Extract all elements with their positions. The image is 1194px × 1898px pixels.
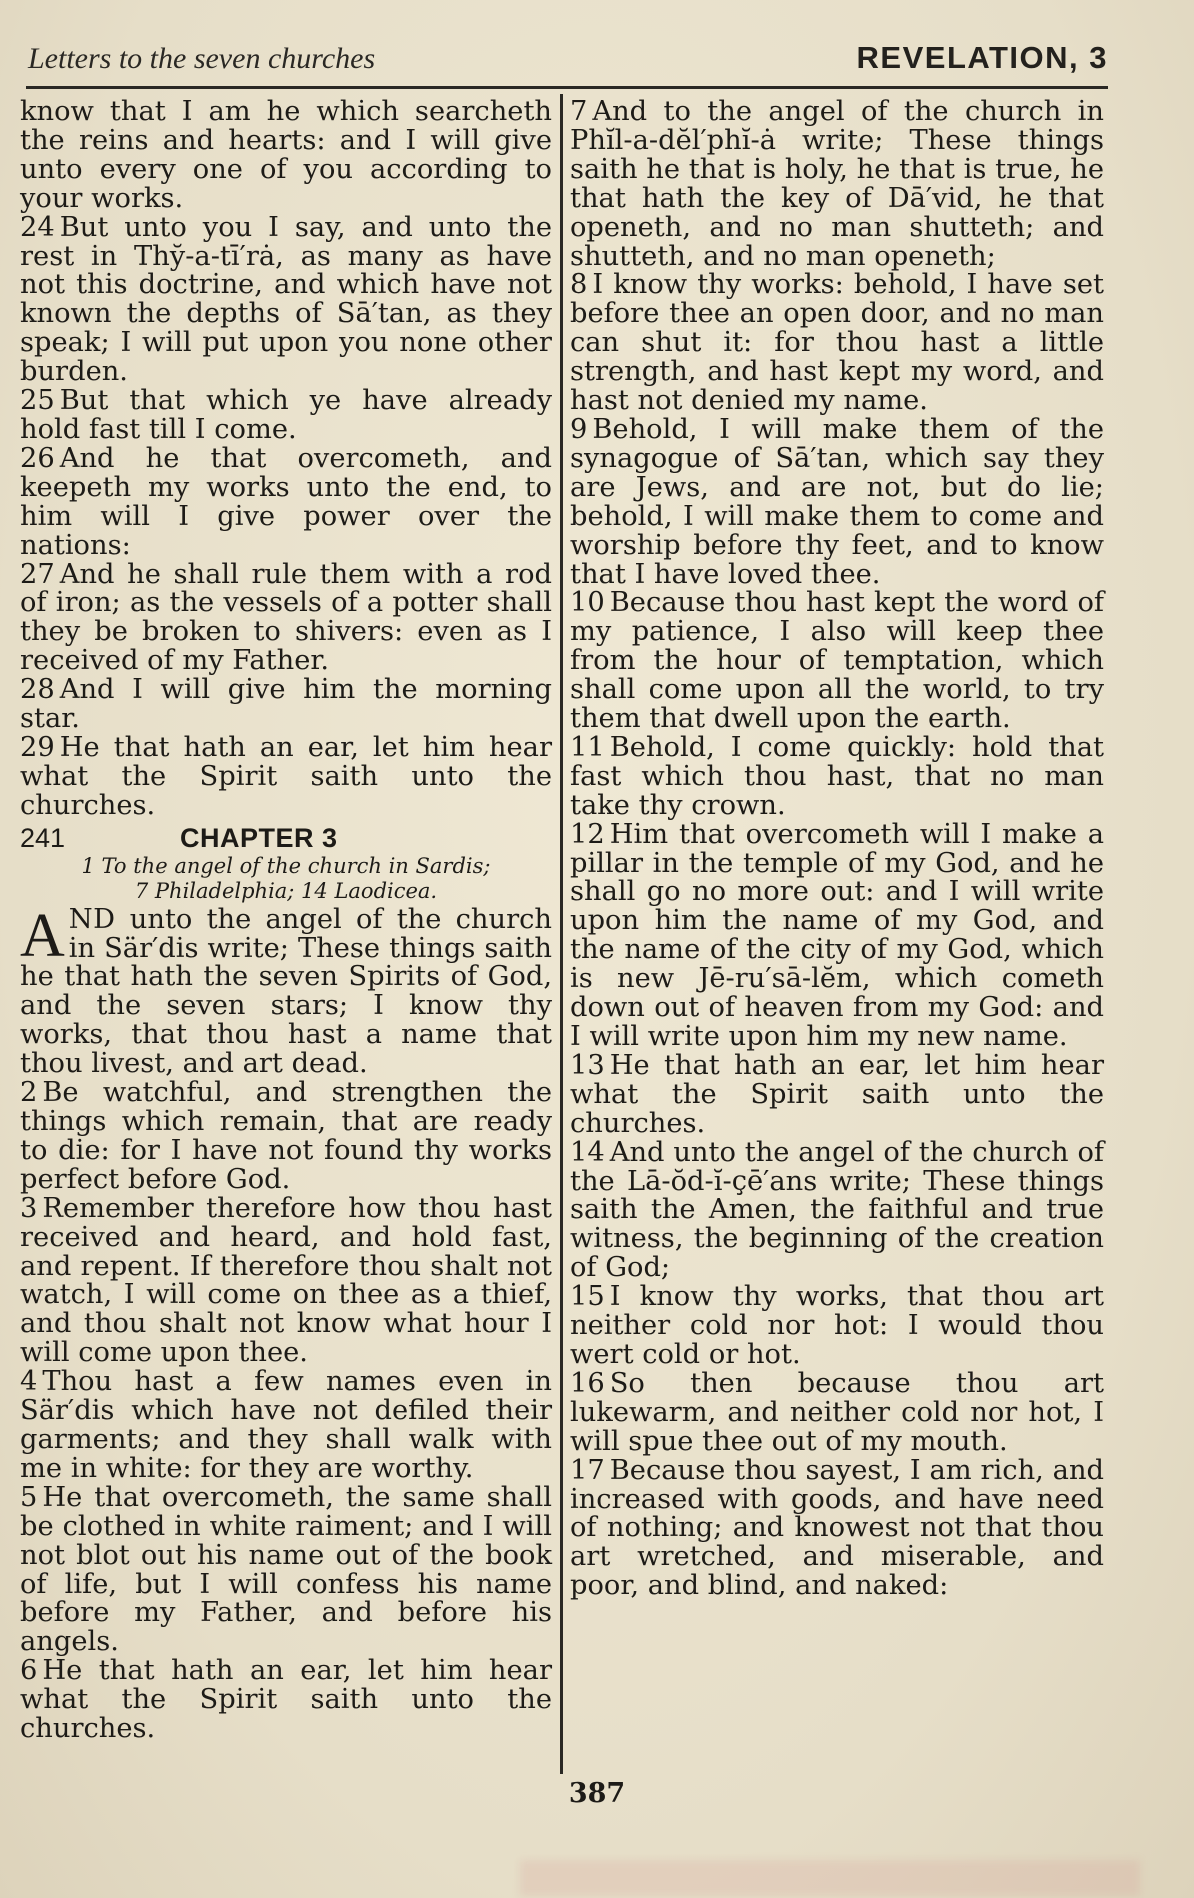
verse-number: 11	[570, 731, 605, 763]
chapter-summary	[20, 854, 552, 904]
chapter-reference-number: 241	[20, 822, 66, 853]
verse-10: 10 Because thou hast kept the word of my patience, I also will keep thee from the hour of temptation, which shall come upon all the world, to try them that dwell upon the earth.	[570, 587, 1104, 735]
verse-14: 14 And unto the angel of the church of the Lā-ŏd-ĭ-çē′ans write; These things saith the Amen, the faithful and true witness, the beginning of the creation of God;	[570, 1136, 1104, 1284]
verse-3: 3 Remember therefore how thou hast received and heard, and hold fast, and repent. If therefore thou shalt not watch, I will come on thee as a thief, and thou shalt not know what hour I will come upon thee.	[20, 1192, 552, 1369]
page-number: 387	[568, 1778, 626, 1809]
verse-number: 10	[570, 587, 605, 619]
column-divider	[560, 94, 563, 1774]
chapter-summary-line: 1 To the angel of the church in Sardis;	[81, 853, 491, 878]
verse-1: AND unto the angel of the church in Sär′dis write; These things saith he that hath the seven Spirits of God, and the seven stars; I know thy works, that thou hast a name that thou livest, and art dead.	[20, 901, 552, 1080]
verse-number: 15	[570, 1281, 605, 1313]
chapter-heading	[20, 822, 552, 854]
page-edge-tint	[520, 1860, 1140, 1896]
verse-number: 3	[20, 1192, 38, 1224]
verse-11: 11 Behold, I come quickly: hold that fast which thou hast, that no man take thy crown.	[570, 731, 1104, 821]
verse-number: 5	[20, 1481, 38, 1513]
verse-17: 17 Because thou sayest, I am rich, and increased with goods, and have need of nothing; and knowest not that thou art wretched, and miserable, and poor, and blind, and naked:	[570, 1454, 1104, 1602]
verse-26: 26 And he that overcometh, and keepeth my works unto the end, to him will I give power over the nations:	[20, 442, 552, 561]
verse-number: 29	[20, 731, 55, 763]
verse-number: 9	[570, 413, 588, 445]
verse-23-continued: know that I am he which searcheth the reins and hearts: and I will give unto every one of you according to your works.	[20, 96, 552, 214]
running-head-left: Letters to the seven churches	[28, 42, 376, 75]
verse-number: 14	[570, 1136, 605, 1168]
chapter-title: CHAPTER 3	[180, 822, 338, 853]
right-column	[570, 98, 1104, 1601]
verse-number: 13	[570, 1049, 605, 1081]
opening-small-caps: ND	[68, 903, 116, 935]
verse-number: 12	[570, 818, 605, 850]
verse-8: 8 I know thy works: behold, I have set before thee an open door, and no man can shut it: for thou hast a little strength, and hast kept my word, and hast not denied my name.	[570, 269, 1104, 417]
verse-number: 28	[20, 674, 55, 706]
verse-number: 26	[20, 442, 55, 474]
verse-number: 8	[570, 269, 588, 301]
verse-27: 27 And he shall rule them with a rod of iron; as the vessels of a potter shall they be broken to shivers: even as I received of my Father.	[20, 558, 552, 677]
verse-5: 5 He that overcometh, the same shall be clothed in white raiment; and I will not blot out his name out of the book of life, but I will confess his name before my Father, and before his angels.	[20, 1481, 552, 1658]
drop-cap: A	[20, 901, 65, 970]
verse-25: 25 But that which ye have already hold fast till I come.	[20, 385, 552, 445]
running-head-right: REVELATION, 3	[856, 40, 1108, 75]
verse-number: 6	[20, 1655, 38, 1687]
verse-number: 25	[20, 385, 55, 417]
verse-number: 24	[20, 211, 55, 243]
verse-4: 4 Thou hast a few names even in Sär′dis which have not defiled their garments; and they shall walk with me in white: for they are worthy.	[20, 1366, 552, 1484]
verse-number: 27	[20, 558, 55, 590]
chapter-summary-line: 7 Philadelphia; 14 Laodicea.	[134, 878, 438, 903]
verse-2: 2 Be watchful, and strengthen the things which remain, that are ready to die: for I have not found thy works perfect before God.	[20, 1077, 552, 1195]
verse-12: 12 Him that overcometh will I make a pillar in the temple of my God, and he shall go no more out: and I will write upon him the name of my God, and the name of the city of my God, which is new Jē-ru′sā-lĕm, which cometh down out of heaven from my God: and I will write upon him my new name.	[570, 818, 1104, 1052]
verse-number: 4	[20, 1366, 38, 1398]
verse-28: 28 And I will give him the morning star.	[20, 674, 552, 735]
verse-7: 7 And to the angel of the church in Phĭl-a-dĕl′phĭ-ȧ write; These things saith he that is holy, he that is true, he that hath the key of Dā′vid, he that openeth, and no man shutteth; and shutteth, and no man openeth;	[570, 96, 1104, 272]
verse-6: 6 He that hath an ear, let him hear what the Spirit saith unto the churches.	[20, 1655, 552, 1745]
verse-13: 13 He that hath an ear, let him hear what the Spirit saith unto the churches.	[570, 1049, 1104, 1139]
verse-16: 16 So then because thou art lukewarm, and neither cold nor hot, I will spue thee out of my mouth.	[570, 1367, 1104, 1457]
verse-number: 17	[570, 1454, 605, 1486]
left-column	[20, 98, 552, 1744]
verse-15: 15 I know thy works, that thou art neither cold nor hot: I would thou wert cold or hot.	[570, 1281, 1104, 1370]
verse-9: 9 Behold, I will make them of the synagogue of Sā′tan, which say they are Jews, and are not, but do lie; behold, I will make them to come and worship before thy feet, and to know that I have loved thee.	[570, 413, 1104, 590]
verse-number: 2	[20, 1077, 38, 1109]
verse-number: 7	[570, 96, 588, 127]
verse-29: 29 He that hath an ear, let him hear what the Spirit saith unto the churches.	[20, 731, 552, 821]
verse-24: 24 But unto you I say, and unto the rest in Thy̆-a-tī′rȧ, as many as have not this doctrine, and which have not known the depths of Sā′tan, as they speak; I will put upon you none other burden.	[20, 211, 552, 388]
header-rule	[26, 86, 1108, 89]
running-head	[28, 38, 1108, 82]
verse-number: 16	[570, 1367, 605, 1399]
